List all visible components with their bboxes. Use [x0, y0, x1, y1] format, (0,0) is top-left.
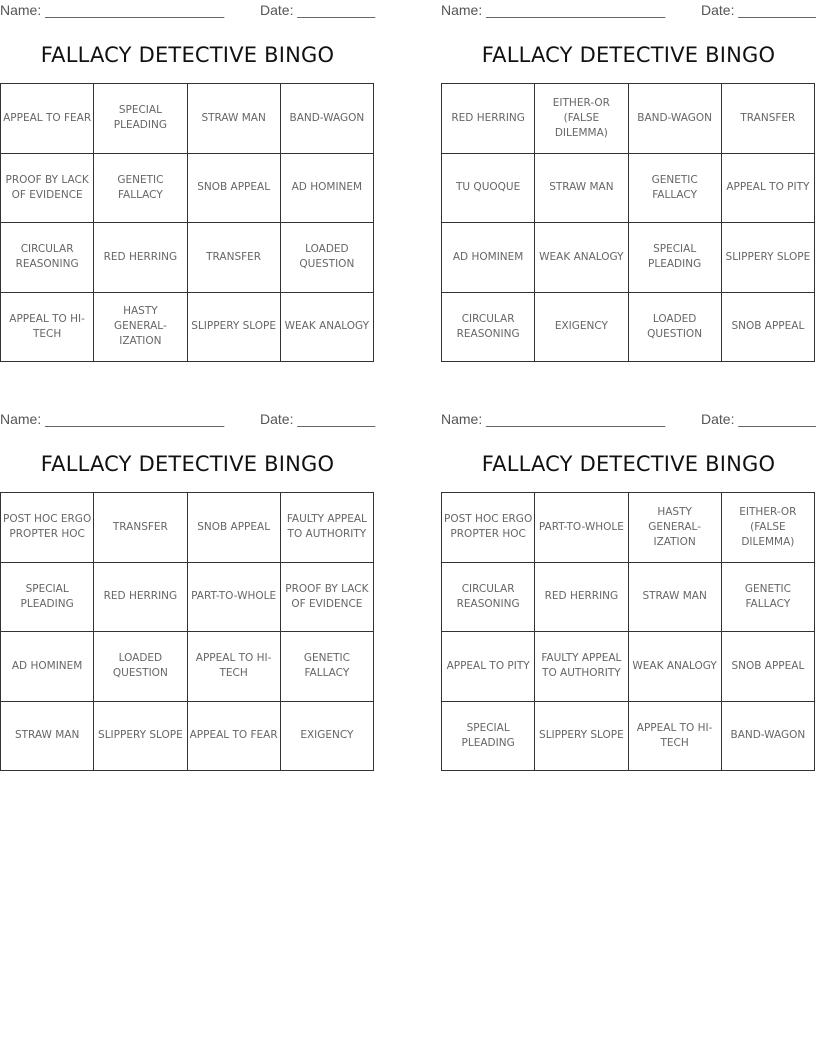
bingo-cell: RED HERRING: [94, 563, 187, 633]
name-field: Name: _______________________: [441, 411, 666, 427]
bingo-cell: AD HOMINEM: [442, 223, 535, 293]
bingo-cell: APPEAL TO HI-TECH: [1, 293, 94, 363]
date-field: Date: __________: [260, 2, 376, 18]
bingo-card-4: [441, 409, 816, 749]
bingo-cell: SNOB APPEAL: [188, 493, 281, 563]
bingo-cell: EITHER-OR (FALSE DILEMMA): [722, 493, 815, 563]
bingo-cell: GENETIC FALLACY: [722, 563, 815, 633]
bingo-cell: EXIGENCY: [281, 702, 374, 772]
date-field: Date: __________: [701, 411, 816, 427]
bingo-cell: GENETIC FALLACY: [629, 154, 722, 224]
card-title: FALLACY DETECTIVE BINGO: [481, 452, 776, 476]
card-title: FALLACY DETECTIVE BINGO: [40, 452, 335, 476]
bingo-cell: APPEAL TO FEAR: [188, 702, 281, 772]
bingo-grid: [0, 83, 374, 362]
bingo-cell: PART-TO-WHOLE: [535, 493, 628, 563]
bingo-cell: STRAW MAN: [188, 84, 281, 154]
bingo-cell: RED HERRING: [442, 84, 535, 154]
bingo-cell: AD HOMINEM: [1, 632, 94, 702]
name-field: Name: _______________________: [0, 411, 225, 427]
bingo-cell: HASTY GENERAL-IZATION: [94, 293, 187, 363]
bingo-cell: STRAW MAN: [629, 563, 722, 633]
date-field: Date: __________: [260, 411, 376, 427]
bingo-cell: CIRCULAR REASONING: [442, 293, 535, 363]
bingo-cell: TRANSFER: [188, 223, 281, 293]
bingo-cell: HASTY GENERAL-IZATION: [629, 493, 722, 563]
bingo-cell: TU QUOQUE: [442, 154, 535, 224]
bingo-grid: [0, 492, 374, 771]
bingo-cell: STRAW MAN: [1, 702, 94, 772]
bingo-cell: APPEAL TO PITY: [722, 154, 815, 224]
bingo-cell: CIRCULAR REASONING: [1, 223, 94, 293]
bingo-cell: FAULTY APPEAL TO AUTHORITY: [535, 632, 628, 702]
bingo-cell: SNOB APPEAL: [722, 632, 815, 702]
bingo-cell: RED HERRING: [535, 563, 628, 633]
card-header-fields: [441, 0, 816, 22]
bingo-cell: LOADED QUESTION: [629, 293, 722, 363]
bingo-grid: [441, 83, 815, 362]
bingo-cell: SLIPPERY SLOPE: [535, 702, 628, 772]
bingo-cell: TRANSFER: [722, 84, 815, 154]
bingo-cell: SLIPPERY SLOPE: [722, 223, 815, 293]
bingo-cell: SLIPPERY SLOPE: [188, 293, 281, 363]
name-field: Name: _______________________: [0, 2, 225, 18]
bingo-cell: PROOF BY LACK OF EVIDENCE: [281, 563, 374, 633]
bingo-cell: FAULTY APPEAL TO AUTHORITY: [281, 493, 374, 563]
bingo-cell: POST HOC ERGO PROPTER HOC: [442, 493, 535, 563]
bingo-cell: LOADED QUESTION: [281, 223, 374, 293]
bingo-card-3: [0, 409, 376, 742]
bingo-cell: APPEAL TO HI-TECH: [188, 632, 281, 702]
bingo-cell: GENETIC FALLACY: [281, 632, 374, 702]
bingo-cell: POST HOC ERGO PROPTER HOC: [1, 493, 94, 563]
bingo-cell: BAND-WAGON: [722, 702, 815, 772]
bingo-cell: BAND-WAGON: [281, 84, 374, 154]
card-header-fields: [0, 0, 375, 22]
bingo-cell: SNOB APPEAL: [188, 154, 281, 224]
bingo-cell: LOADED QUESTION: [94, 632, 187, 702]
bingo-cell: STRAW MAN: [535, 154, 628, 224]
bingo-cell: SLIPPERY SLOPE: [94, 702, 187, 772]
bingo-cell: SPECIAL PLEADING: [1, 563, 94, 633]
bingo-cell: PART-TO-WHOLE: [188, 563, 281, 633]
bingo-cell: SNOB APPEAL: [722, 293, 815, 363]
card-title: FALLACY DETECTIVE BINGO: [481, 43, 776, 67]
name-field: Name: _______________________: [441, 2, 666, 18]
bingo-cell: EITHER-OR (FALSE DILEMMA): [535, 84, 628, 154]
bingo-cell: GENETIC FALLACY: [94, 154, 187, 224]
bingo-cell: SPECIAL PLEADING: [442, 702, 535, 772]
card-header-fields: [441, 409, 816, 431]
bingo-cell: AD HOMINEM: [281, 154, 374, 224]
bingo-cell: SPECIAL PLEADING: [94, 84, 187, 154]
bingo-cell: SPECIAL PLEADING: [629, 223, 722, 293]
bingo-grid: [441, 492, 815, 771]
bingo-cell: RED HERRING: [94, 223, 187, 293]
bingo-cell: PROOF BY LACK OF EVIDENCE: [1, 154, 94, 224]
bingo-cell: CIRCULAR REASONING: [442, 563, 535, 633]
bingo-cell: APPEAL TO PITY: [442, 632, 535, 702]
bingo-cell: BAND-WAGON: [629, 84, 722, 154]
bingo-cell: WEAK ANALOGY: [281, 293, 374, 363]
bingo-card-1: [0, 0, 376, 348]
card-header-fields: [0, 409, 375, 431]
bingo-cell: APPEAL TO HI-TECH: [629, 702, 722, 772]
bingo-cell: APPEAL TO FEAR: [1, 84, 94, 154]
bingo-cell: WEAK ANALOGY: [629, 632, 722, 702]
bingo-card-2: [441, 0, 816, 340]
date-field: Date: __________: [701, 2, 816, 18]
bingo-cell: EXIGENCY: [535, 293, 628, 363]
card-title: FALLACY DETECTIVE BINGO: [40, 43, 335, 67]
bingo-cell: WEAK ANALOGY: [535, 223, 628, 293]
bingo-cell: TRANSFER: [94, 493, 187, 563]
